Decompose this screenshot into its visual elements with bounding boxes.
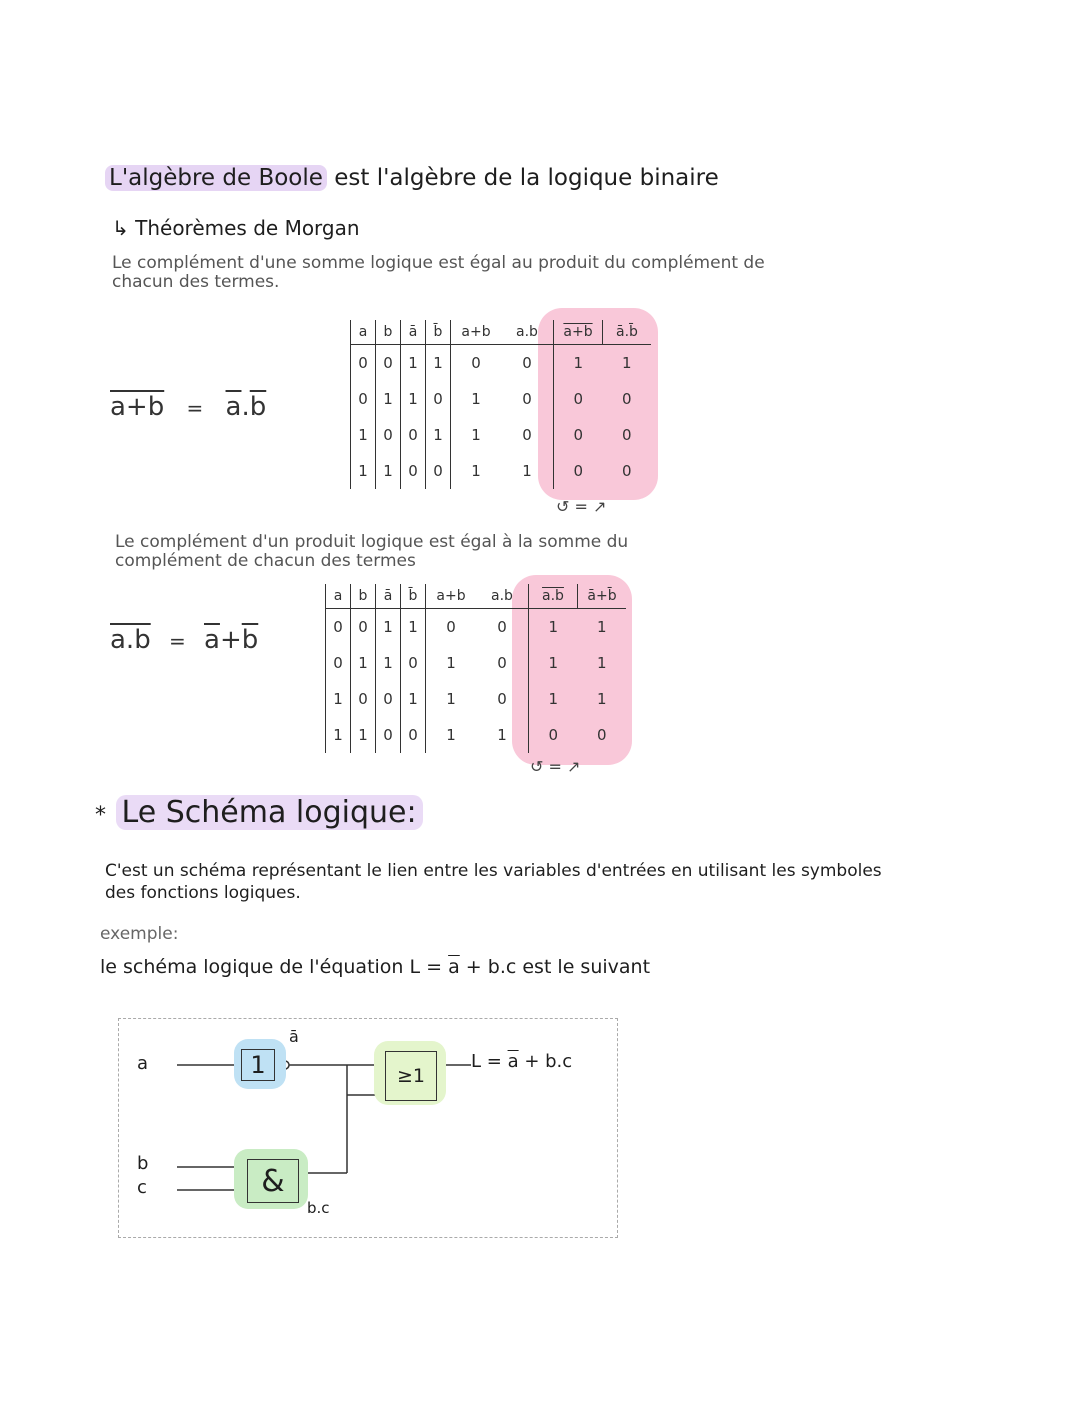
- theorem2-formula: [110, 625, 258, 655]
- and-output-label: b.c: [307, 1199, 330, 1217]
- logic-diagram: [118, 1018, 618, 1238]
- table-cell: 0: [621, 390, 632, 408]
- output-abar: $\overline{a}$: [507, 1051, 519, 1072]
- table-cell: 0: [554, 381, 603, 417]
- table-cell: 0: [596, 726, 607, 744]
- table-cell: 0: [351, 609, 376, 646]
- table-cell: 1: [351, 417, 376, 453]
- table-cell: 1: [497, 726, 507, 744]
- table-cell: 1: [401, 345, 426, 382]
- input-a-label: a: [137, 1053, 149, 1074]
- table-cell: 0: [376, 417, 401, 453]
- table-cell: 1: [426, 645, 477, 681]
- table-header-cell: a.b: [529, 584, 578, 609]
- table-cell: 1: [376, 381, 401, 417]
- not-gate-label: 1: [250, 1051, 266, 1079]
- table-cell: 1: [351, 645, 376, 681]
- table-header-cell: ā+b̄: [578, 584, 627, 609]
- table-header-cell: a+b: [426, 584, 477, 609]
- table-header-row: [326, 584, 627, 609]
- schema-heading-text: Le Schéma logique:: [116, 795, 423, 830]
- table-row: [326, 645, 627, 681]
- table-cell: 1: [529, 645, 578, 681]
- output-prefix: L =: [471, 1051, 508, 1072]
- theorem2-rhs-a: $\overline{a}$: [204, 625, 220, 655]
- table-row: [326, 681, 627, 717]
- theorem1-rhs-b: $\overline{b}$: [249, 392, 267, 422]
- table-header-cell: a+b: [451, 320, 502, 345]
- theorem1-truth-table: [350, 320, 651, 489]
- table-header-cell: b̄: [401, 584, 426, 609]
- table-cell: 0: [376, 717, 401, 753]
- table-cell: 0: [621, 426, 632, 444]
- theorem2-text: [115, 533, 628, 571]
- table-row: [326, 717, 627, 753]
- schema-description: [105, 860, 882, 904]
- theorem2-cycle-note: ↺ = ↗: [530, 757, 581, 776]
- table-header-cell: a: [326, 584, 351, 609]
- table-cell: 0: [326, 645, 351, 681]
- table-cell: 1: [451, 381, 502, 417]
- table-cell: 0: [376, 345, 401, 382]
- table-cell: 1: [596, 618, 607, 636]
- schema-heading: [95, 795, 423, 830]
- schema-desc-line1: C'est un schéma représentant le lien entre les variables d'entrées en utilisant les symboles: [105, 861, 882, 881]
- table-cell: 0: [376, 681, 401, 717]
- equation-line: [100, 956, 650, 978]
- table-cell: 0: [401, 645, 426, 681]
- schema-desc-line2: des fonctions logiques.: [105, 883, 301, 903]
- table-cell: 1: [401, 381, 426, 417]
- table-cell: 1: [426, 681, 477, 717]
- table-cell: 0: [554, 417, 603, 453]
- equation-text-after: + b.c est le suivant: [459, 956, 651, 978]
- table-cell: 0: [326, 609, 351, 646]
- table-header-cell: b: [351, 584, 376, 609]
- table-cell: 0: [497, 618, 507, 636]
- table-header-cell: a.b: [501, 320, 554, 345]
- or-gate-label: ≥1: [396, 1065, 425, 1087]
- table-cell: 0: [351, 345, 376, 382]
- table-cell: 0: [451, 345, 502, 382]
- and-gate: [247, 1159, 299, 1203]
- table-cell: 0: [426, 609, 477, 646]
- equation-abar: $\overline{a}$: [448, 956, 460, 978]
- theorem2-equals: =: [168, 629, 186, 653]
- equation-text-before: le schéma logique de l'équation L =: [100, 956, 449, 978]
- theorem1-text: [112, 254, 765, 292]
- theorem2-lhs: a.b: [110, 625, 151, 655]
- table-header-row: [351, 320, 652, 345]
- table-row: [351, 417, 652, 453]
- table-cell: 1: [376, 453, 401, 489]
- table-cell: 0: [621, 462, 632, 480]
- table-cell: 1: [522, 462, 532, 480]
- table-cell: 1: [621, 354, 632, 372]
- table-cell: 1: [451, 453, 502, 489]
- theorem1-text-line1: Le complément d'une somme logique est égal au produit du complément de: [112, 253, 765, 273]
- table-cell: 1: [401, 609, 426, 646]
- bullet-icon: *: [95, 803, 106, 828]
- example-label: exemple:: [100, 924, 179, 944]
- table-row: [351, 345, 652, 382]
- theorem2-rhs-b: $\overline{b}$: [241, 625, 259, 655]
- table-cell: 0: [426, 381, 451, 417]
- input-b-label: b: [137, 1153, 149, 1174]
- output-equation: [471, 1051, 572, 1072]
- table-cell: 1: [326, 681, 351, 717]
- table-cell: 0: [522, 390, 532, 408]
- input-c-label: c: [137, 1177, 147, 1198]
- table-header-cell: ā.b̄: [603, 320, 652, 345]
- table-cell: 0: [401, 453, 426, 489]
- table-cell: 0: [401, 417, 426, 453]
- subtitle-text: Théorèmes de Morgan: [135, 216, 360, 240]
- theorem1-equals: =: [186, 396, 204, 420]
- subtitle-arrow-icon: ↳: [112, 216, 129, 240]
- title-rest: est l'algèbre de la logique binaire: [326, 165, 719, 191]
- theorem2-truth-table: [325, 584, 626, 753]
- table-cell: 1: [596, 654, 607, 672]
- title-term: L'algèbre de Boole: [105, 165, 327, 191]
- table-header-cell: b̄: [426, 320, 451, 345]
- output-suffix: + b.c: [518, 1051, 573, 1072]
- table-cell: 0: [522, 354, 532, 372]
- table-header-cell: a: [351, 320, 376, 345]
- subtitle: [112, 216, 360, 240]
- theorem1-rhs-a: $\overline{a}$: [225, 392, 242, 422]
- table-header-cell: b: [376, 320, 401, 345]
- page-title: [105, 165, 719, 191]
- table-cell: 1: [596, 690, 607, 708]
- theorem1-cycle-note: ↺ = ↗: [556, 497, 607, 516]
- table-cell: 0: [522, 426, 532, 444]
- table-row: [326, 609, 627, 646]
- theorem2-rhs-plus: +: [219, 625, 242, 655]
- theorem2-text-line1: Le complément d'un produit logique est égal à la somme du: [115, 532, 629, 552]
- table-row: [351, 453, 652, 489]
- table-cell: 0: [529, 717, 578, 753]
- table-cell: 0: [351, 381, 376, 417]
- table-cell: 1: [351, 453, 376, 489]
- table-cell: 1: [351, 717, 376, 753]
- table-cell: 1: [426, 417, 451, 453]
- theorem1-text-line2: chacun des termes.: [112, 272, 280, 292]
- theorem2-text-line2: complément de chacun des termes: [115, 551, 416, 571]
- table-cell: 1: [376, 645, 401, 681]
- table-cell: 1: [529, 681, 578, 717]
- table-cell: 0: [497, 654, 507, 672]
- theorem1-lhs: a+b: [110, 392, 165, 422]
- table-header-cell: ā: [376, 584, 401, 609]
- table-header-cell: a+b: [554, 320, 603, 345]
- not-output-label: ā: [289, 1027, 299, 1046]
- and-gate-label: &: [261, 1163, 285, 1199]
- table-header-cell: a.b: [476, 584, 529, 609]
- table-cell: 1: [426, 345, 451, 382]
- table-cell: 1: [554, 345, 603, 382]
- table-cell: 0: [426, 453, 451, 489]
- theorem1-formula: [110, 392, 266, 422]
- table-cell: 0: [351, 681, 376, 717]
- or-gate: [385, 1051, 437, 1101]
- table-cell: 1: [426, 717, 477, 753]
- table-cell: 0: [554, 453, 603, 489]
- table-cell: 1: [376, 609, 401, 646]
- table-row: [351, 381, 652, 417]
- table-cell: 1: [529, 609, 578, 646]
- table-cell: 0: [401, 717, 426, 753]
- table-cell: 1: [326, 717, 351, 753]
- table-cell: 1: [401, 681, 426, 717]
- table-header-cell: ā: [401, 320, 426, 345]
- table-cell: 1: [451, 417, 502, 453]
- theorem1-rhs-dot: .: [241, 392, 250, 422]
- not-gate: [241, 1049, 275, 1081]
- table-cell: 0: [497, 690, 507, 708]
